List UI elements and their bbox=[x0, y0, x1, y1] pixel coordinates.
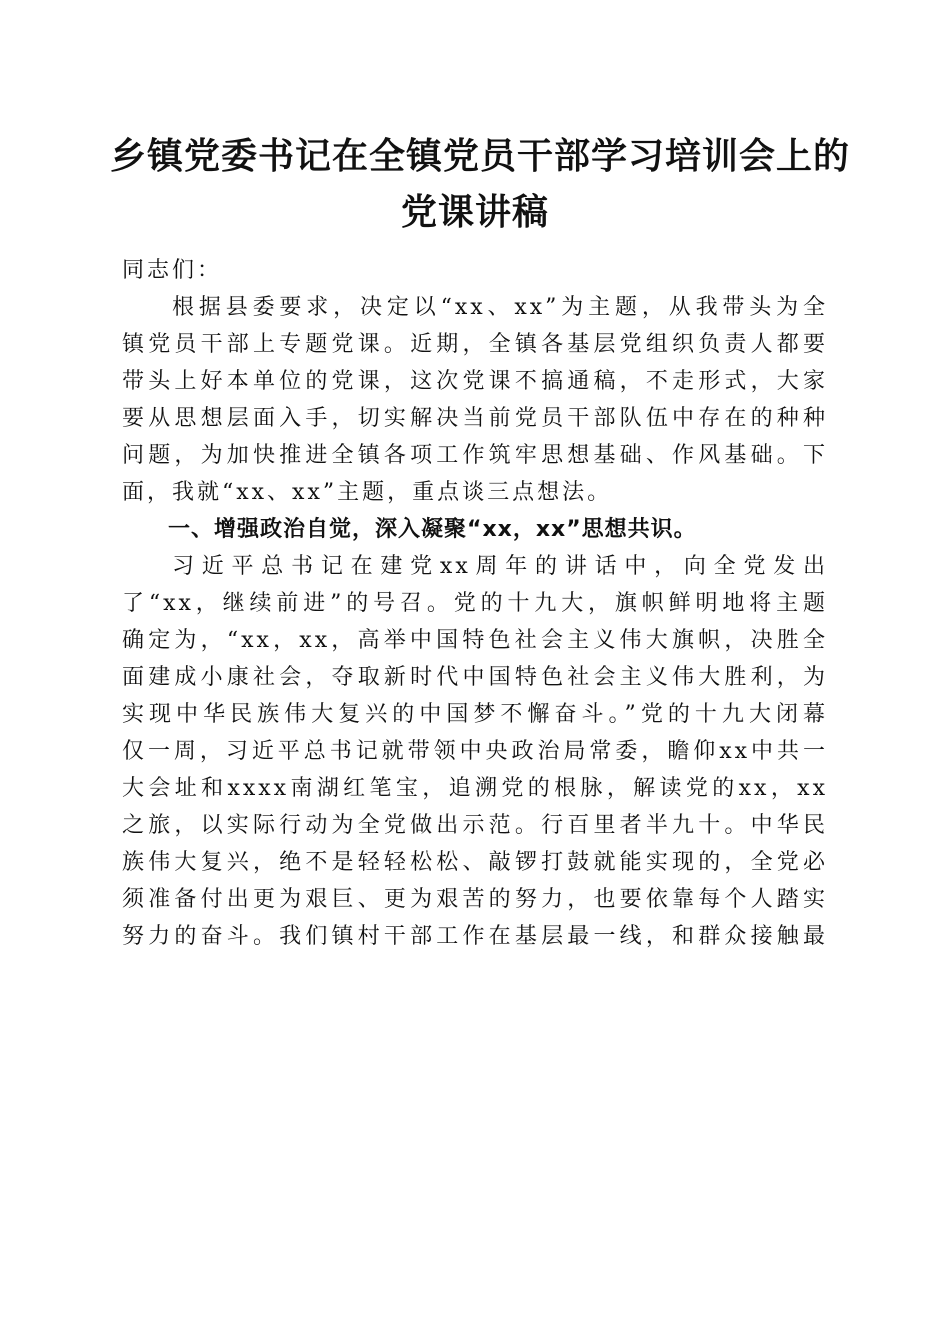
paragraph-line: 确定为，“xx，xx，高举中国特色社会主义伟大旗帜，决胜全 bbox=[122, 628, 828, 653]
paragraph-line: 问题，为加快推进全镇各项工作筑牢思想基础、作风基础。下 bbox=[122, 443, 828, 468]
paragraph-line: 实现中华民族伟大复兴的中国梦不懈奋斗。”党的十九大闭幕 bbox=[122, 702, 828, 727]
title-line-2: 党课讲稿 bbox=[400, 191, 549, 233]
salutation: 同志们： bbox=[122, 258, 223, 283]
paragraph-line: 根据县委要求，决定以“xx、xx”为主题，从我带头为全 bbox=[172, 295, 828, 320]
paragraph-line: 面建成小康社会，夺取新时代中国特色社会主义伟大胜利，为 bbox=[122, 665, 828, 690]
section-paragraph bbox=[122, 548, 828, 955]
paragraph-line: 要从思想层面入手，切实解决当前党员干部队伍中存在的种种 bbox=[122, 406, 828, 431]
paragraph-line: 了“xx，继续前进”的号召。党的十九大，旗帜鲜明地将主题 bbox=[122, 591, 828, 616]
intro-paragraph bbox=[122, 289, 828, 511]
section-heading: 一、增强政治自觉，深入凝聚“xx，xx”思想共识。 bbox=[168, 517, 697, 542]
paragraph-line: 面，我就“xx、xx”主题，重点谈三点想法。 bbox=[122, 480, 613, 505]
document-title bbox=[110, 128, 851, 240]
paragraph-line: 须准备付出更为艰巨、更为艰苦的努力，也要依靠每个人踏实 bbox=[122, 887, 828, 912]
title-line-1: 乡镇党委书记在全镇党员干部学习培训会上的 bbox=[110, 135, 851, 177]
paragraph-line: 习近平总书记在建党xx周年的讲话中，向全党发出 bbox=[172, 554, 828, 579]
paragraph-line: 大会址和xxxx南湖红笔宝，追溯党的根脉，解读党的xx，xx bbox=[122, 776, 828, 801]
paragraph-line: 之旅，以实际行动为全党做出示范。行百里者半九十。中华民 bbox=[122, 813, 828, 838]
paragraph-line: 仅一周，习近平总书记就带领中央政治局常委，瞻仰xx中共一 bbox=[122, 739, 828, 764]
paragraph-line: 带头上好本单位的党课，这次党课不搞通稿，不走形式，大家 bbox=[122, 369, 828, 394]
document-body bbox=[122, 252, 828, 955]
paragraph-line: 努力的奋斗。我们镇村干部工作在基层最一线，和群众接触最 bbox=[122, 924, 828, 949]
paragraph-line: 镇党员干部上专题党课。近期，全镇各基层党组织负责人都要 bbox=[122, 332, 828, 357]
paragraph-line: 族伟大复兴，绝不是轻轻松松、敲锣打鼓就能实现的，全党必 bbox=[122, 850, 828, 875]
